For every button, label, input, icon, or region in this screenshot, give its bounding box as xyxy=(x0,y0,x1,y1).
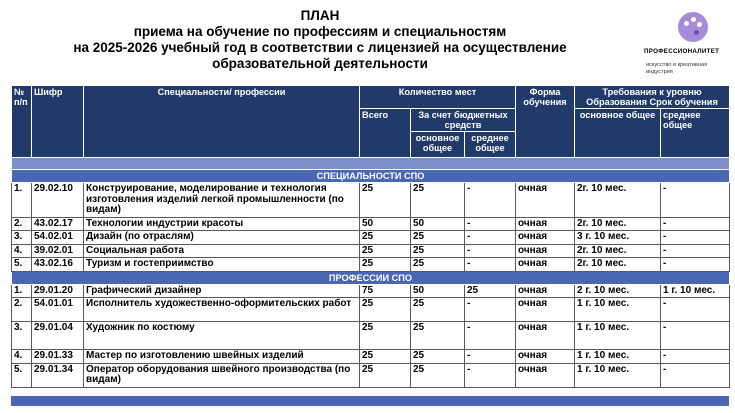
cell-req-secondary: - xyxy=(661,322,730,350)
cell-total: 25 xyxy=(360,231,411,245)
cell-name: Социальная работа xyxy=(84,244,360,258)
cell-code: 54.01.01 xyxy=(32,298,84,322)
footer-bar xyxy=(11,396,729,406)
cell-basic: 25 xyxy=(411,183,465,218)
cell-req-basic: 1 г. 10 мес. xyxy=(575,363,661,387)
cell-num: 3. xyxy=(12,322,32,350)
cell-name: Туризм и гостеприимство xyxy=(84,258,360,272)
title-line-2: приема на обучение по профессиям и специальностям xyxy=(133,24,507,39)
cell-form: очная xyxy=(516,244,575,258)
title-line-3: на 2025-2026 учебный год в соответствии с лицензией на осуществление xyxy=(73,40,567,55)
cell-total: 25 xyxy=(360,298,411,322)
cell-secondary: - xyxy=(465,231,516,245)
cell-req-secondary: - xyxy=(661,183,730,218)
table-row xyxy=(12,322,730,350)
cell-total: 25 xyxy=(360,363,411,387)
header-spacer xyxy=(12,158,730,170)
cell-code: 39.02.01 xyxy=(32,244,84,258)
cell-code: 43.02.16 xyxy=(32,258,84,272)
cell-code: 29.02.10 xyxy=(32,183,84,218)
table-row xyxy=(12,244,730,258)
cell-name: Оператор оборудования швейного производства (по видам) xyxy=(84,363,360,387)
cell-req-basic: 1 г. 10 мес. xyxy=(575,322,661,350)
cell-req-secondary: - xyxy=(661,231,730,245)
cell-num: 5. xyxy=(12,258,32,272)
cell-name: Технологии индустрии красоты xyxy=(84,217,360,231)
cell-total: 50 xyxy=(360,217,411,231)
cell-secondary: - xyxy=(465,258,516,272)
header-name: Специальности/ профессии xyxy=(84,86,360,158)
cell-name: Графический дизайнер xyxy=(84,284,360,298)
cell-req-secondary: - xyxy=(661,217,730,231)
cell-secondary: 25 xyxy=(465,284,516,298)
cell-code: 29.01.33 xyxy=(32,350,84,364)
title-line-1: ПЛАН xyxy=(300,8,340,23)
cell-secondary: - xyxy=(465,350,516,364)
header-form: Форма обучения xyxy=(516,86,575,158)
cell-form: очная xyxy=(516,217,575,231)
cell-form: очная xyxy=(516,298,575,322)
table-row xyxy=(12,183,730,218)
cell-req-secondary: 1 г. 10 мес. xyxy=(661,284,730,298)
cell-form: очная xyxy=(516,183,575,218)
cell-secondary: - xyxy=(465,183,516,218)
cell-code: 43.02.17 xyxy=(32,217,84,231)
cell-num: 1. xyxy=(12,183,32,218)
cell-form: очная xyxy=(516,284,575,298)
cell-num: 5. xyxy=(12,363,32,387)
cell-req-basic: 1 г. 10 мес. xyxy=(575,350,661,364)
cell-name: Исполнитель художественно-оформительских работ xyxy=(84,298,360,322)
cell-form: очная xyxy=(516,350,575,364)
cell-secondary: - xyxy=(465,244,516,258)
table-row xyxy=(12,350,730,364)
header-code: Шифр xyxy=(32,86,84,158)
cell-num: 1. xyxy=(12,284,32,298)
cell-code: 29.01.20 xyxy=(32,284,84,298)
cell-req-secondary: - xyxy=(661,350,730,364)
header-budget: За счет бюджетных средств xyxy=(411,109,516,132)
cell-basic: 25 xyxy=(411,231,465,245)
cell-req-secondary: - xyxy=(661,244,730,258)
header-places: Количество мест xyxy=(360,86,516,109)
cell-code: 54.02.01 xyxy=(32,231,84,245)
cell-req-basic: 3 г. 10 мес. xyxy=(575,231,661,245)
cell-basic: 25 xyxy=(411,244,465,258)
palette-icon xyxy=(678,12,708,42)
header-req-secondary: среднее общее xyxy=(661,109,730,158)
cell-secondary: - xyxy=(465,363,516,387)
cell-req-basic: 2г. 10 мес. xyxy=(575,183,661,218)
cell-name: Мастер по изготовлению швейных изделий xyxy=(84,350,360,364)
cell-basic: 25 xyxy=(411,350,465,364)
logo xyxy=(640,4,732,84)
admission-plan-table xyxy=(11,85,730,388)
header-secondary: среднее общее xyxy=(465,132,516,158)
cell-req-secondary: - xyxy=(661,298,730,322)
cell-secondary: - xyxy=(465,322,516,350)
table-row xyxy=(12,363,730,387)
header-requirements: Требования к уровню Образования Срок обучения xyxy=(575,86,730,109)
header-req-basic: основное общее xyxy=(575,109,661,158)
cell-secondary: - xyxy=(465,298,516,322)
cell-total: 25 xyxy=(360,258,411,272)
cell-form: очная xyxy=(516,322,575,350)
header-basic: основное общее xyxy=(411,132,465,158)
cell-code: 29.01.04 xyxy=(32,322,84,350)
cell-req-basic: 1 г. 10 мес. xyxy=(575,298,661,322)
table-row xyxy=(12,258,730,272)
cell-req-secondary: - xyxy=(661,363,730,387)
cell-req-basic: 2г. 10 мес. xyxy=(575,244,661,258)
logo-subtitle: искусство и креативная индустрия xyxy=(646,62,708,75)
document-title xyxy=(0,8,640,72)
cell-total: 25 xyxy=(360,183,411,218)
cell-num: 4. xyxy=(12,244,32,258)
cell-num: 2. xyxy=(12,217,32,231)
cell-total: 75 xyxy=(360,284,411,298)
logo-brand: ПРОФЕССИОНАЛИТЕТ xyxy=(644,48,720,55)
table-row xyxy=(12,217,730,231)
cell-code: 29.01.34 xyxy=(32,363,84,387)
section-specialties: СПЕЦИАЛЬНОСТИ СПО xyxy=(12,170,730,183)
table-row xyxy=(12,298,730,322)
cell-num: 3. xyxy=(12,231,32,245)
cell-basic: 25 xyxy=(411,363,465,387)
cell-total: 25 xyxy=(360,350,411,364)
cell-num: 2. xyxy=(12,298,32,322)
cell-total: 25 xyxy=(360,244,411,258)
cell-name: Художник по костюму xyxy=(84,322,360,350)
cell-basic: 25 xyxy=(411,322,465,350)
cell-basic: 50 xyxy=(411,217,465,231)
section-professions: ПРОФЕССИИ СПО xyxy=(12,271,730,284)
cell-total: 25 xyxy=(360,322,411,350)
cell-req-basic: 2г. 10 мес. xyxy=(575,258,661,272)
cell-req-basic: 2г. 10 мес. xyxy=(575,217,661,231)
cell-form: очная xyxy=(516,363,575,387)
cell-form: очная xyxy=(516,231,575,245)
cell-name: Конструирование, моделирование и технология изготовления изделий легкой промышленности (по видам) xyxy=(84,183,360,218)
cell-basic: 50 xyxy=(411,284,465,298)
cell-req-basic: 2 г. 10 мес. xyxy=(575,284,661,298)
cell-num: 4. xyxy=(12,350,32,364)
header-total: Всего xyxy=(360,109,411,158)
cell-secondary: - xyxy=(465,217,516,231)
cell-basic: 25 xyxy=(411,258,465,272)
title-line-4: образовательной деятельности xyxy=(212,56,428,71)
cell-req-secondary: - xyxy=(661,258,730,272)
header-num: № п/п xyxy=(12,86,32,158)
cell-basic: 25 xyxy=(411,298,465,322)
cell-name: Дизайн (по отраслям) xyxy=(84,231,360,245)
table-row xyxy=(12,284,730,298)
table-row xyxy=(12,231,730,245)
cell-form: очная xyxy=(516,258,575,272)
